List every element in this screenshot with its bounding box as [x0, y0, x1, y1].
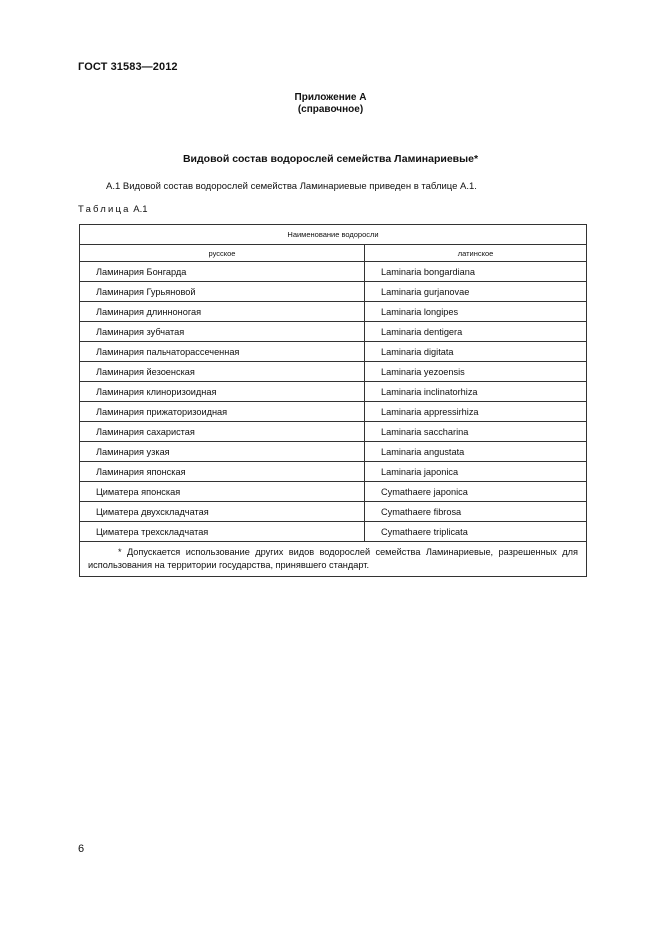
table-footnote-text: * Допускается использование других видов водорослей семейства Ламинариевые, разрешенных для использования на территории государства, принявшего стандарт.	[88, 547, 578, 570]
russian-name-cell: Ламинария Гурьяновой	[80, 282, 365, 302]
latin-name-cell: Laminaria inclinatorhiza	[365, 382, 587, 402]
table-row	[80, 382, 587, 402]
russian-name-cell: Циматера двухскладчатая	[80, 502, 365, 522]
table-footnote	[80, 542, 587, 577]
latin-name-cell: Laminaria saccharina	[365, 422, 587, 442]
russian-name-cell: Циматера трехскладчатая	[80, 522, 365, 542]
appendix-subtitle: (справочное)	[297, 104, 364, 115]
russian-name-cell: Ламинария японская	[80, 462, 365, 482]
latin-name-cell: Cymathaere triplicata	[365, 522, 587, 542]
russian-name-cell: Ламинария узкая	[80, 442, 365, 462]
latin-name-cell: Cymathaere fibrosa	[365, 502, 587, 522]
column-header-latin: латинское	[365, 245, 587, 262]
section-title: Видовой состав водорослей семейства Ламинариевые*	[182, 153, 479, 165]
table-caption-number: А.1	[133, 204, 148, 215]
latin-name-cell: Laminaria digitata	[365, 342, 587, 362]
table-caption	[78, 204, 148, 215]
table-footnote-row	[80, 542, 587, 577]
table-subheader-row	[80, 245, 587, 262]
table-row	[80, 262, 587, 282]
russian-name-cell: Ламинария прижаторизоидная	[80, 402, 365, 422]
table-row	[80, 322, 587, 342]
russian-name-cell: Ламинария Бонгарда	[80, 262, 365, 282]
latin-name-cell: Cymathaere japonica	[365, 482, 587, 502]
table-row	[80, 402, 587, 422]
column-header-russian: русское	[80, 245, 365, 262]
latin-name-cell: Laminaria japonica	[365, 462, 587, 482]
table-row	[80, 482, 587, 502]
russian-name-cell: Ламинария сахаристая	[80, 422, 365, 442]
table-row	[80, 282, 587, 302]
document-code: ГОСТ 31583—2012	[78, 61, 178, 73]
species-table	[79, 224, 587, 577]
table-caption-word: Таблица	[78, 204, 131, 215]
russian-name-cell: Ламинария зубчатая	[80, 322, 365, 342]
latin-name-cell: Laminaria dentigera	[365, 322, 587, 342]
russian-name-cell: Ламинария йезоенская	[80, 362, 365, 382]
latin-name-cell: Laminaria appressirhiza	[365, 402, 587, 422]
table-row	[80, 502, 587, 522]
appendix-title: Приложение А	[294, 92, 367, 103]
latin-name-cell: Laminaria yezoensis	[365, 362, 587, 382]
latin-name-cell: Laminaria angustata	[365, 442, 587, 462]
table-row	[80, 342, 587, 362]
page-number: 6	[78, 843, 85, 855]
russian-name-cell: Ламинария клиноризоидная	[80, 382, 365, 402]
table-header-main: Наименование водоросли	[80, 225, 587, 245]
russian-name-cell: Ламинария длинноногая	[80, 302, 365, 322]
intro-paragraph: А.1 Видовой состав водорослей семейства Ламинариевые приведен в таблице А.1.	[106, 181, 477, 192]
table-row	[80, 442, 587, 462]
table-row	[80, 522, 587, 542]
table-header-row	[80, 225, 587, 245]
table-row	[80, 302, 587, 322]
russian-name-cell: Циматера японская	[80, 482, 365, 502]
table-row	[80, 462, 587, 482]
russian-name-cell: Ламинария пальчаторассеченная	[80, 342, 365, 362]
table-row	[80, 362, 587, 382]
latin-name-cell: Laminaria gurjanovae	[365, 282, 587, 302]
table-row	[80, 422, 587, 442]
latin-name-cell: Laminaria bongardiana	[365, 262, 587, 282]
latin-name-cell: Laminaria longipes	[365, 302, 587, 322]
